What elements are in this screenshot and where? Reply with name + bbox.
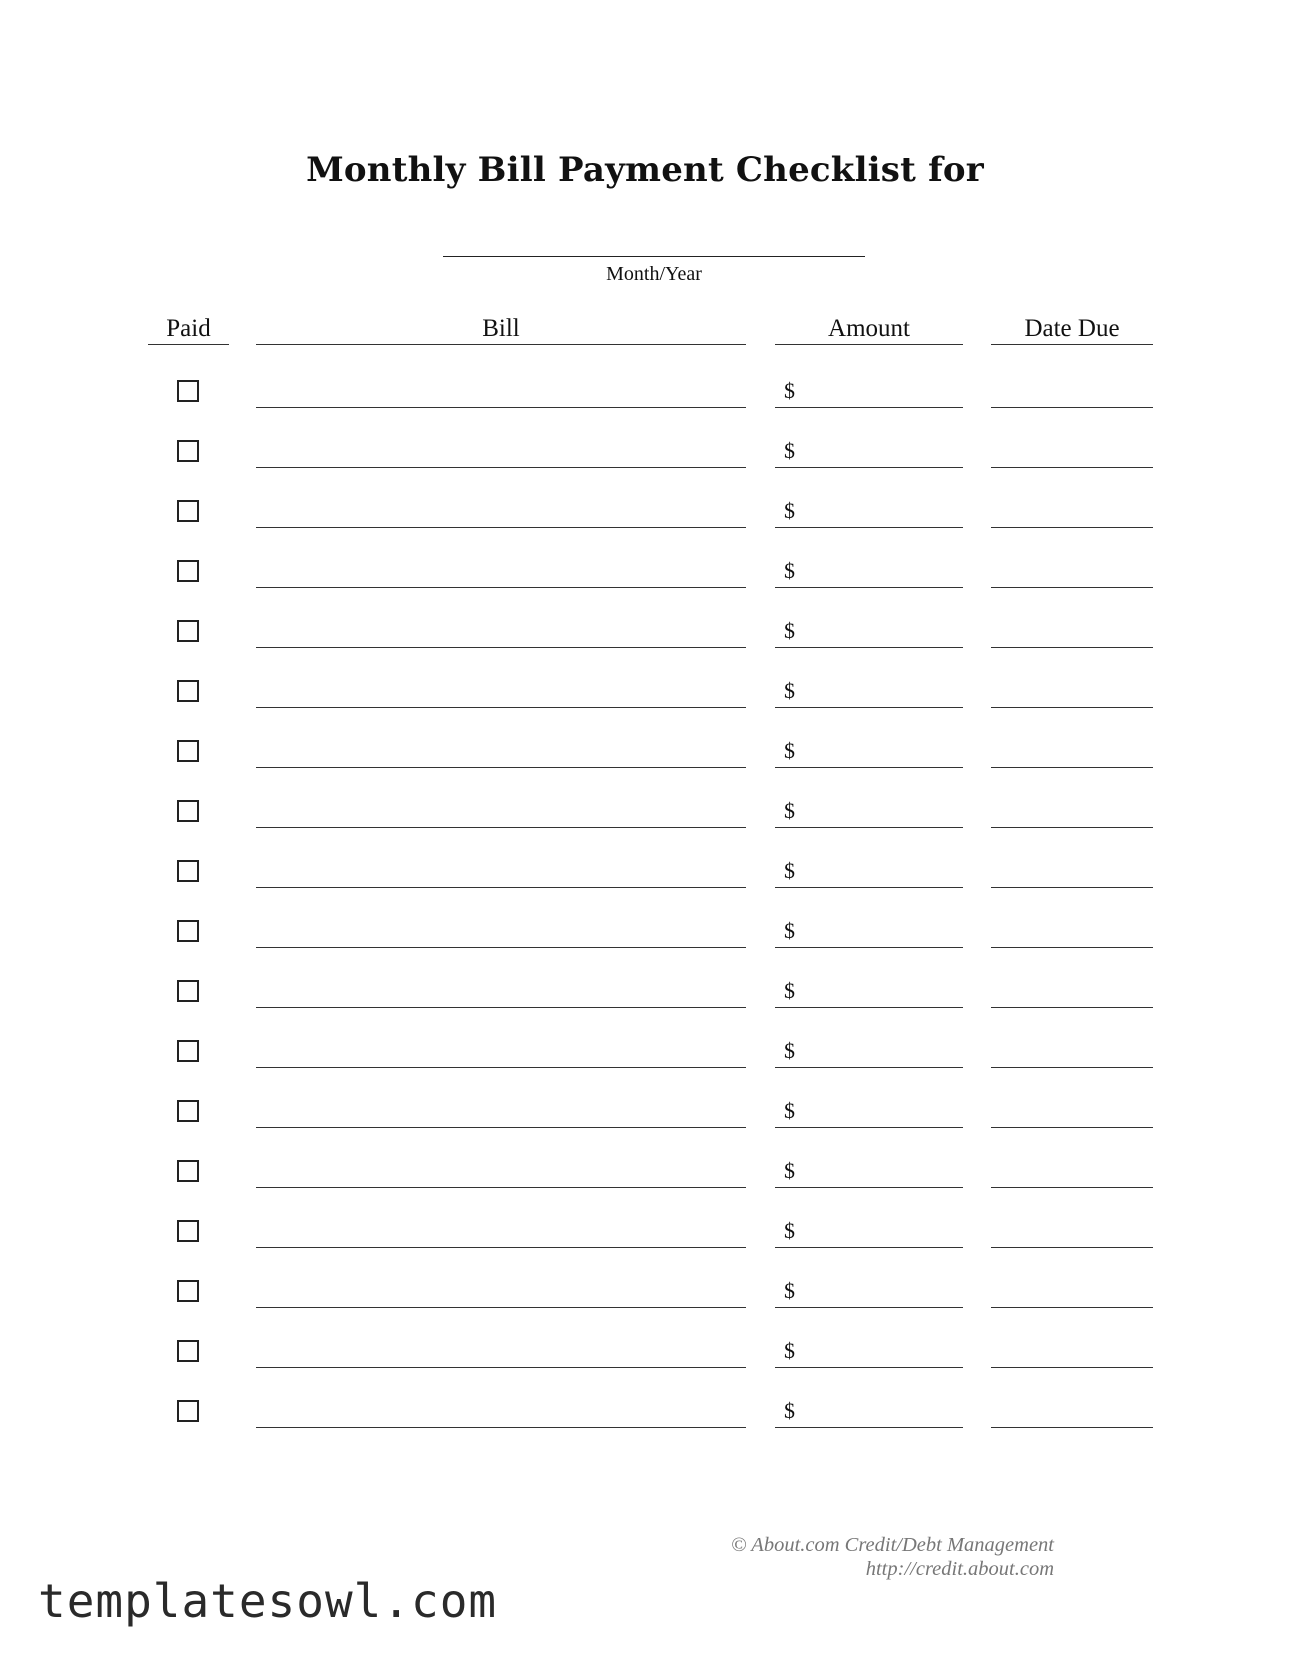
- dollar-sign: $: [784, 1398, 795, 1423]
- date-due-field[interactable]: [993, 918, 1155, 948]
- dollar-sign: $: [784, 378, 795, 403]
- table-row: [0, 720, 1290, 780]
- watermark-text: templatesowl.com: [38, 1574, 498, 1628]
- date-due-field[interactable]: [993, 1038, 1155, 1068]
- paid-checkbox[interactable]: [177, 1280, 199, 1302]
- table-row: [0, 960, 1290, 1020]
- date-due-field[interactable]: [993, 498, 1155, 528]
- bill-field[interactable]: [258, 1038, 748, 1068]
- dollar-sign: $: [784, 1158, 795, 1183]
- dollar-sign: $: [784, 498, 795, 523]
- dollar-sign: $: [784, 1038, 795, 1063]
- dollar-sign: $: [784, 978, 795, 1003]
- dollar-sign: $: [784, 1098, 795, 1123]
- paid-checkbox[interactable]: [177, 620, 199, 642]
- paid-checkbox[interactable]: [177, 1220, 199, 1242]
- date-due-field[interactable]: [993, 558, 1155, 588]
- amount-field[interactable]: [804, 1398, 964, 1428]
- dollar-sign: $: [784, 618, 795, 643]
- date-due-field[interactable]: [993, 858, 1155, 888]
- paid-checkbox[interactable]: [177, 500, 199, 522]
- bill-field[interactable]: [258, 1398, 748, 1428]
- amount-field[interactable]: [804, 978, 964, 1008]
- bill-field[interactable]: [258, 918, 748, 948]
- table-row: [0, 1320, 1290, 1380]
- table-row: [0, 1380, 1290, 1440]
- bill-field[interactable]: [258, 378, 748, 408]
- date-due-field[interactable]: [993, 618, 1155, 648]
- date-due-field[interactable]: [993, 678, 1155, 708]
- column-header-amount: Amount: [775, 314, 963, 345]
- column-header-paid: Paid: [148, 314, 229, 345]
- paid-checkbox[interactable]: [177, 1160, 199, 1182]
- date-due-field[interactable]: [993, 1398, 1155, 1428]
- dollar-sign: $: [784, 558, 795, 583]
- amount-field[interactable]: [804, 1278, 964, 1308]
- amount-field[interactable]: [804, 918, 964, 948]
- paid-checkbox[interactable]: [177, 800, 199, 822]
- month-year-line[interactable]: [443, 256, 865, 257]
- table-row: [0, 1200, 1290, 1260]
- amount-field[interactable]: [804, 618, 964, 648]
- page-title: Monthly Bill Payment Checklist for: [306, 150, 984, 190]
- amount-field[interactable]: [804, 378, 964, 408]
- table-row: [0, 1140, 1290, 1200]
- bill-field[interactable]: [258, 558, 748, 588]
- date-due-field[interactable]: [993, 1278, 1155, 1308]
- dollar-sign: $: [784, 438, 795, 463]
- bill-field[interactable]: [258, 618, 748, 648]
- date-due-field[interactable]: [993, 1218, 1155, 1248]
- amount-field[interactable]: [804, 498, 964, 528]
- bill-field[interactable]: [258, 978, 748, 1008]
- paid-checkbox[interactable]: [177, 860, 199, 882]
- table-row: [0, 1020, 1290, 1080]
- date-due-field[interactable]: [993, 1098, 1155, 1128]
- bill-field[interactable]: [258, 1338, 748, 1368]
- amount-field[interactable]: [804, 798, 964, 828]
- amount-field[interactable]: [804, 678, 964, 708]
- table-row: [0, 1080, 1290, 1140]
- date-due-field[interactable]: [993, 738, 1155, 768]
- date-due-field[interactable]: [993, 798, 1155, 828]
- amount-field[interactable]: [804, 738, 964, 768]
- bill-field[interactable]: [258, 438, 748, 468]
- bill-field[interactable]: [258, 1278, 748, 1308]
- date-due-field[interactable]: [993, 1338, 1155, 1368]
- bill-field[interactable]: [258, 858, 748, 888]
- paid-checkbox[interactable]: [177, 1340, 199, 1362]
- table-row: [0, 420, 1290, 480]
- paid-checkbox[interactable]: [177, 980, 199, 1002]
- date-due-field[interactable]: [993, 438, 1155, 468]
- paid-checkbox[interactable]: [177, 440, 199, 462]
- bill-field[interactable]: [258, 1158, 748, 1188]
- column-header-bill: Bill: [256, 314, 746, 345]
- copyright-text: © About.com Credit/Debt Management: [730, 1534, 1054, 1556]
- table-row: [0, 540, 1290, 600]
- paid-checkbox[interactable]: [177, 560, 199, 582]
- dollar-sign: $: [784, 1338, 795, 1363]
- amount-field[interactable]: [804, 1338, 964, 1368]
- table-row: [0, 360, 1290, 420]
- bill-field[interactable]: [258, 798, 748, 828]
- paid-checkbox[interactable]: [177, 740, 199, 762]
- bill-field[interactable]: [258, 1218, 748, 1248]
- bill-field[interactable]: [258, 678, 748, 708]
- date-due-field[interactable]: [993, 1158, 1155, 1188]
- paid-checkbox[interactable]: [177, 1040, 199, 1062]
- amount-field[interactable]: [804, 438, 964, 468]
- amount-field[interactable]: [804, 1158, 964, 1188]
- table-row: [0, 480, 1290, 540]
- amount-field[interactable]: [804, 558, 964, 588]
- amount-field[interactable]: [804, 1038, 964, 1068]
- dollar-sign: $: [784, 738, 795, 763]
- date-due-field[interactable]: [993, 978, 1155, 1008]
- copyright-url: http://credit.about.com: [865, 1558, 1054, 1580]
- paid-checkbox[interactable]: [177, 1100, 199, 1122]
- month-year-label: Month/Year: [606, 263, 702, 285]
- column-header-date-due: Date Due: [991, 314, 1153, 345]
- table-row: [0, 600, 1290, 660]
- dollar-sign: $: [784, 918, 795, 943]
- date-due-field[interactable]: [993, 378, 1155, 408]
- paid-checkbox[interactable]: [177, 380, 199, 402]
- amount-field[interactable]: [804, 1218, 964, 1248]
- table-row: [0, 840, 1290, 900]
- copyright-footer: [731, 1533, 1054, 1581]
- dollar-sign: $: [784, 798, 795, 823]
- amount-field[interactable]: [804, 858, 964, 888]
- bill-field[interactable]: [258, 498, 748, 528]
- paid-checkbox[interactable]: [177, 680, 199, 702]
- amount-field[interactable]: [804, 1098, 964, 1128]
- dollar-sign: $: [784, 1218, 795, 1243]
- table-row: [0, 780, 1290, 840]
- bill-field[interactable]: [258, 738, 748, 768]
- dollar-sign: $: [784, 678, 795, 703]
- paid-checkbox[interactable]: [177, 920, 199, 942]
- paid-checkbox[interactable]: [177, 1400, 199, 1422]
- table-row: [0, 1260, 1290, 1320]
- table-row: [0, 900, 1290, 960]
- dollar-sign: $: [784, 858, 795, 883]
- dollar-sign: $: [784, 1278, 795, 1303]
- table-row: [0, 660, 1290, 720]
- bill-field[interactable]: [258, 1098, 748, 1128]
